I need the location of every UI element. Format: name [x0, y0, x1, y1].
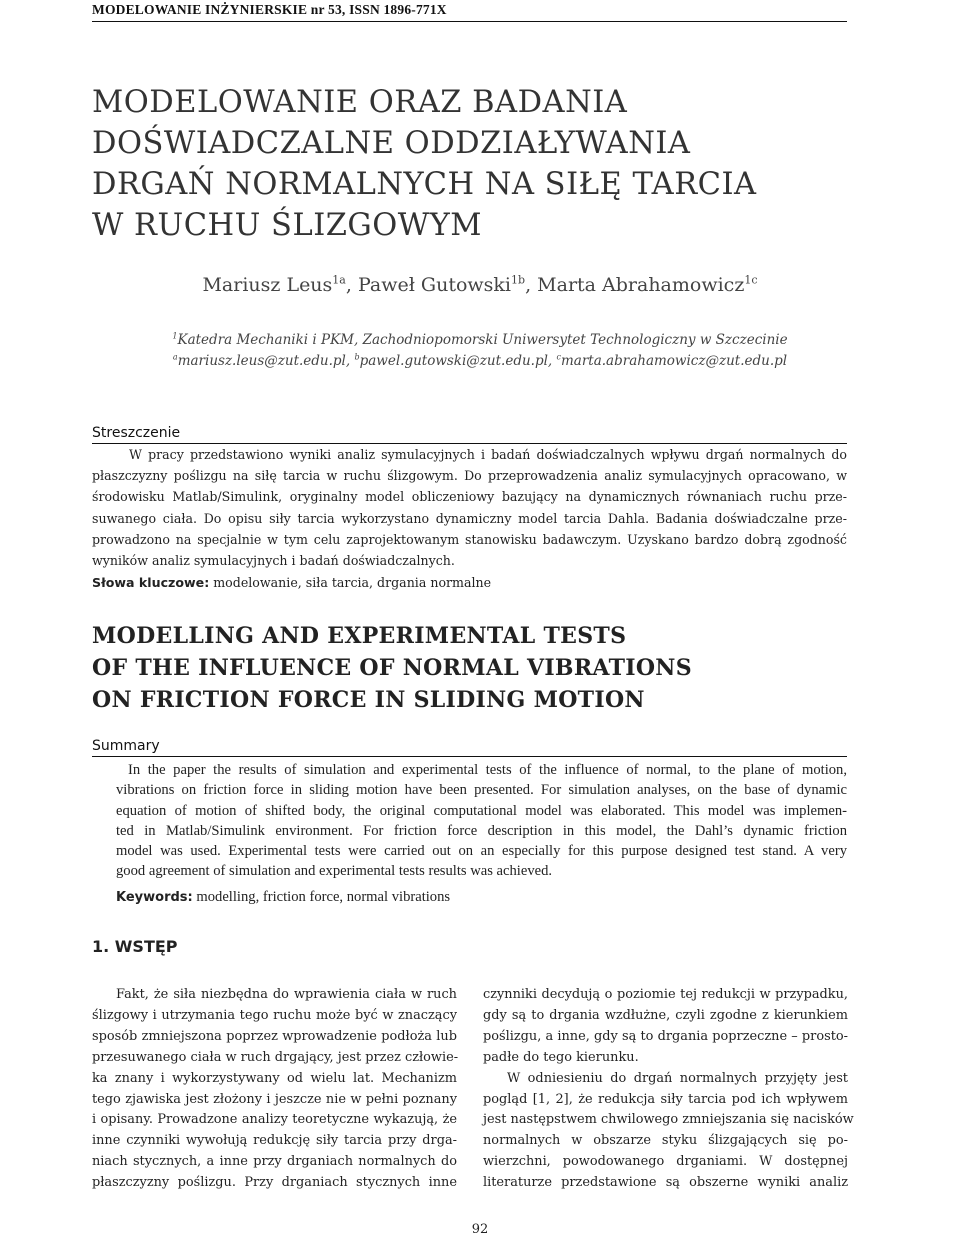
summary-line: good agreement of simulation and experimental tests results was achieved.	[116, 863, 553, 880]
summary-line: model was used. Experimental tests were carried out on an especially for this purpose designed test stand. A very	[116, 843, 847, 860]
summary-body	[116, 760, 847, 882]
running-header: MODELOWANIE INŻYNIERSKIE nr 53, ISSN 1896-771X	[92, 2, 847, 22]
title-en-line: MODELLING AND EXPERIMENTAL TESTS	[92, 623, 627, 649]
affiliation-text: Katedra Mechaniki i PKM, Zachodniopomorski Uniwersytet Technologiczny w Szczecinie	[177, 332, 788, 348]
keywords-pl-label: Słowa kluczowe:	[92, 575, 210, 590]
keywords-en-text: modelling, friction force, normal vibrations	[192, 889, 451, 905]
author-separator: ,	[345, 274, 358, 296]
body-line: niach stycznych, a inne przy drganiach normalnych do	[92, 1154, 457, 1170]
affiliation-line	[0, 330, 960, 351]
streszczenie-heading: Streszczenie	[92, 424, 847, 444]
title-pl-line: MODELOWANIE ORAZ BADANIA	[92, 85, 628, 120]
email-sup: b	[354, 352, 360, 362]
body-line: ka znany i wykorzystywany od wielu lat. Mechanizm	[92, 1070, 457, 1086]
body-line: padłe do tego kierunku.	[483, 1049, 639, 1065]
author-list	[0, 274, 960, 296]
summary-line: vibrations on friction force in sliding motion have been presented. For simulation analyses, on the base of dynamic	[116, 782, 847, 799]
email-line	[0, 351, 960, 372]
summary-line: ted in Matlab/Simulink environment. For friction force description in this model, the Dahl’s dynamic friction	[116, 822, 847, 839]
abstract-line: środowisku Matlab/Simulink, oryginalny model obliczeniowy bazujący na dynamicznych równaniach ruchu prze-	[92, 489, 847, 505]
page-number: 92	[471, 1222, 489, 1237]
paper-title-pl	[92, 82, 852, 246]
body-line: gdy są to drgania wzdłużne, czyli zgodne z kierunkiem	[483, 1007, 848, 1023]
author-name: Paweł Gutowski	[357, 274, 512, 296]
body-line: literaturze przedstawione są obszerne wyniki analiz	[483, 1175, 848, 1191]
body-line: przesuwanego ciała w ruch drgający, jest przez człowie-	[92, 1049, 459, 1065]
body-line: inne czynniki wywołują redukcję siły tarcia przy drga-	[92, 1133, 457, 1149]
email-link[interactable]: marta.abrahamowicz@zut.edu.pl	[560, 353, 788, 369]
title-en-line: ON FRICTION FORCE IN SLIDING MOTION	[92, 687, 645, 713]
email-link[interactable]: pawel.gutowski@zut.edu.pl,	[359, 353, 557, 369]
affiliation-block	[0, 330, 960, 372]
title-pl-line: W RUCHU ŚLIZGOWYM	[92, 208, 483, 243]
author-affil-sup: 1b	[511, 273, 526, 287]
streszczenie-body	[92, 444, 847, 571]
abstract-line: prowadzono na specjalnie w tym celu zaprojektowanym stanowisku badawczym. Uzyskano bardzo dobrą zgodność	[92, 531, 847, 547]
author-separator: ,	[525, 274, 538, 296]
body-line: ślizgowy i utrzymania tego ruchu może być w znaczący	[92, 1007, 457, 1023]
keywords-pl	[92, 575, 491, 590]
abstract-line: wyników analiz symulacyjnych i badań doświadczalnych.	[92, 553, 455, 569]
summary-line: equation of motion of shifted body, the original computational model was elaborated. This model was implemen-	[116, 802, 847, 819]
summary-heading: Summary	[92, 737, 847, 757]
body-line: pogląd [1, 2], że redukcja siły tarcia pod ich wpływem	[483, 1091, 848, 1107]
body-column-right	[483, 985, 854, 1194]
body-line: czynniki decydują o poziomie tej redukcji w przypadku,	[483, 987, 848, 1002]
body-line: i opisany. Prowadzone analizy teoretyczne wykazują, że	[92, 1112, 457, 1128]
email-sup: c	[556, 352, 561, 362]
email-link[interactable]: mariusz.leus@zut.edu.pl,	[177, 353, 355, 369]
author-name: Marta Abrahamowicz	[537, 274, 745, 296]
abstract-line: płaszczyzny poślizgu na siłę tarcia w ruchu ślizgowym. Do przeprowadzenia analiz symulacyjnych opracowano, w	[92, 468, 847, 484]
title-pl-line: DOŚWIADCZALNE ODDZIAŁYWANIA	[92, 126, 691, 161]
section-title: 1. WSTĘP	[92, 937, 178, 956]
email-sup: a	[172, 352, 178, 362]
title-en-line: OF THE INFLUENCE OF NORMAL VIBRATIONS	[92, 655, 692, 681]
body-column-left	[92, 985, 457, 1194]
abstract-line: W pracy przedstawiono wyniki analiz symulacyjnych i badań doświadczalnych wpływu drgań normalnych do	[129, 447, 847, 462]
body-line: Fakt, że siła niezbędna do wprawienia ciała w ruch	[116, 987, 457, 1002]
title-pl-line: DRGAŃ NORMALNYCH NA SIŁĘ TARCIA	[92, 167, 757, 202]
paper-title-en	[92, 620, 852, 716]
body-line: tego zjawiska jest złożony i jeszcze nie w pełni poznany	[92, 1091, 457, 1107]
abstract-line: suwanego ciała. Do opisu siły tarcia wykorzystano dynamiczny model tarcia Dahla. Badania doświadczalne prze-	[92, 510, 847, 526]
author-affil-sup: 1a	[332, 273, 346, 287]
body-line: poślizgu, a inne, gdy są to drgania poprzeczne – prosto-	[483, 1028, 848, 1044]
body-line: wierzchni, powodowanego drganiami. W dostępnej	[483, 1154, 848, 1170]
author-affil-sup: 1c	[744, 273, 758, 287]
body-line: sposób zmniejszona poprzez wprowadzenie podłoża lub	[92, 1028, 457, 1044]
keywords-en	[116, 889, 450, 906]
body-line: płaszczyzny poślizgu. Przy drganiach stycznych inne	[92, 1175, 457, 1191]
body-line: W odniesieniu do drgań normalnych przyjęty jest	[507, 1070, 848, 1086]
affiliation-sup: 1	[172, 331, 178, 341]
body-line: jest następstwem chwilowego zmniejszania się nacisków	[483, 1112, 854, 1128]
author-name: Mariusz Leus	[202, 274, 333, 296]
keywords-en-label: Keywords:	[116, 890, 193, 905]
body-line: normalnych w obszarze styku ślizgających się po-	[483, 1133, 848, 1149]
keywords-pl-text: modelowanie, siła tarcia, drgania normalne	[209, 575, 492, 590]
summary-line: In the paper the results of simulation and experimental tests of the influence of normal, to the plane of motion,	[128, 762, 847, 778]
